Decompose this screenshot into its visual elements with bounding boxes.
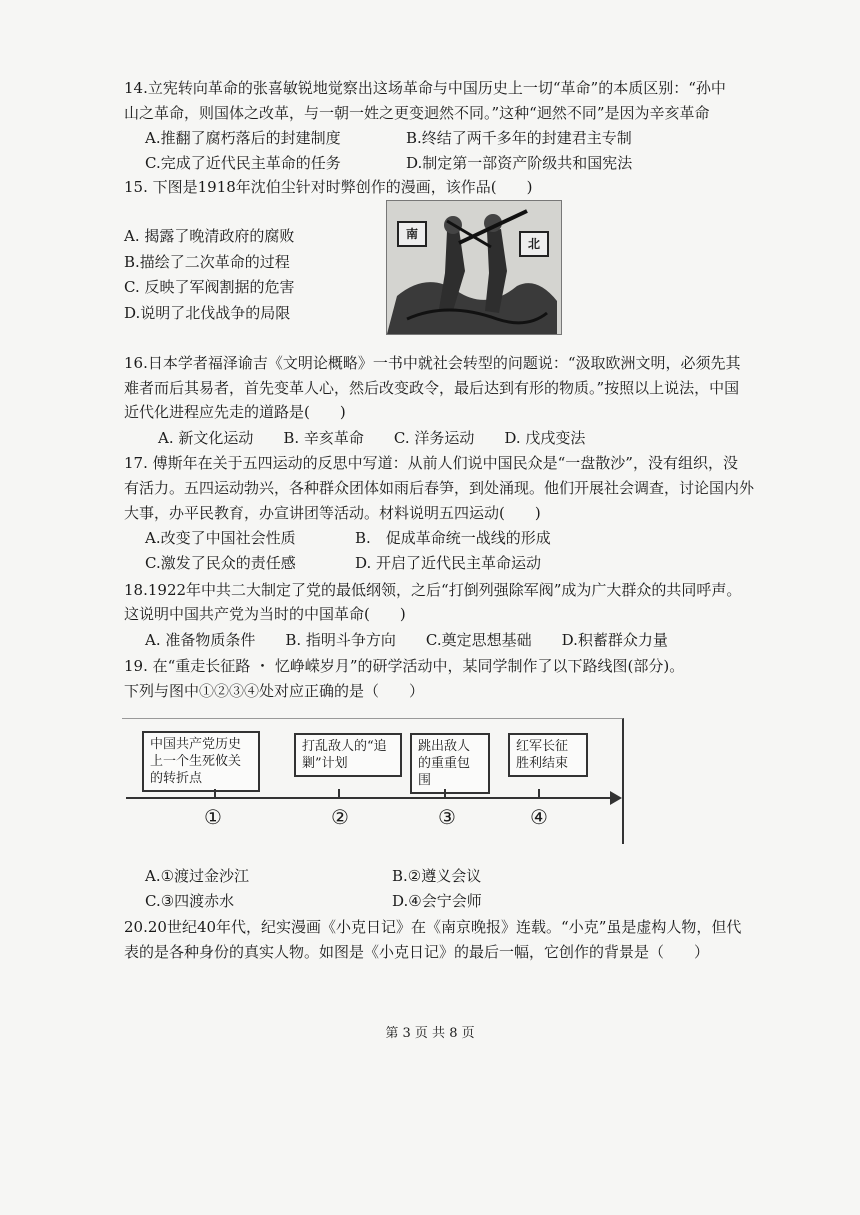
marker-4: ④ xyxy=(530,805,548,829)
q17-option-d: D. 开启了近代民主革命运动 xyxy=(355,554,542,572)
q19-line1: 19. 在“重走长征路 ・ 忆峥嵘岁月”的研学活动中，某同学制作了以下路线图(部分)。 xyxy=(124,657,685,675)
route-box-2: 打乱敌人的“追剿”计划 xyxy=(294,733,402,777)
q15-option-b: B.描绘了二次革命的过程 xyxy=(124,253,290,271)
q17-line2: 有活力。五四运动勃兴，各种群众团体如雨后春笋，到处涌现。他们开展社会调查，讨论国内外 xyxy=(124,479,755,497)
timeline-tick xyxy=(214,789,216,798)
q16-line1: 16.日本学者福泽谕吉《文明论概略》一书中就社会转型的问题说：“汲取欧洲文明，必须先其 xyxy=(124,354,741,372)
timeline-tick xyxy=(538,789,540,798)
q16-line2: 难者而后其易者，首先变革人心，然后改变政令，最后达到有形的物质。”按照以上说法，中国 xyxy=(124,379,740,397)
marker-3: ③ xyxy=(438,805,456,829)
timeline-axis xyxy=(126,797,614,799)
q14-line2: 山之革命，则国体之改革，与一朝一姓之更变迥然不同。”这种“迥然不同”是因为辛亥革命 xyxy=(124,104,710,122)
timeline-tick xyxy=(444,789,446,798)
flag-south-label: 南 xyxy=(397,221,427,247)
page-footer: 第 3 页 共 8 页 xyxy=(385,1026,475,1041)
route-box-3: 跳出敌人的重重包围 xyxy=(410,733,490,794)
q14-option-c: C.完成了近代民主革命的任务 xyxy=(145,154,341,172)
timeline-arrow-icon xyxy=(610,791,622,805)
q14-line1: 14.立宪转向革命的张喜敏锐地觉察出这场革命与中国历史上一切“革命”的本质区别：“孙中 xyxy=(124,79,726,97)
q15-option-a: A. 揭露了晚清政府的腐败 xyxy=(124,227,295,245)
flag-north-label: 北 xyxy=(519,231,549,257)
route-box-4: 红军长征胜利结束 xyxy=(508,733,588,777)
q17-line1: 17. 傅斯年在关于五四运动的反思中写道：从前人们说中国民众是“一盘散沙”，没有组织，没 xyxy=(124,454,738,472)
timeline-tick xyxy=(338,789,340,798)
q15-stem: 15. 下图是1918年沈伯尘针对时弊创作的漫画，该作品( ) xyxy=(124,178,533,196)
q15-option-c: C. 反映了军阀割据的危害 xyxy=(124,278,295,296)
q15-option-d: D.说明了北伐战争的局限 xyxy=(124,304,291,322)
marker-2: ② xyxy=(331,805,349,829)
q14-option-d: D.制定第一部资产阶级共和国宪法 xyxy=(406,154,633,172)
q18-line1: 18.1922年中共二大制定了党的最低纲领，之后“打倒列强除军阀”成为广大群众的共同呼声。 xyxy=(124,581,742,599)
q16-line3: 近代化进程应先走的道路是( ) xyxy=(124,403,346,421)
route-box-1: 中国共产党历史上一个生死攸关的转折点 xyxy=(142,731,260,792)
q14-option-a: A.推翻了腐朽落后的封建制度 xyxy=(145,129,341,147)
q19-option-d: D.④会宁会师 xyxy=(392,892,482,910)
q19-option-b: B.②遵义会议 xyxy=(392,867,482,885)
q17-option-a: A.改变了中国社会性质 xyxy=(145,529,296,547)
q18-options: A. 准备物质条件 B. 指明斗争方向 C.奠定思想基础 D.积蓄群众力量 xyxy=(145,631,668,649)
q17-line3: 大事，办平民教育，办宣讲团等活动。材料说明五四运动( ) xyxy=(124,504,541,522)
q14-option-b: B.终结了两千多年的封建君主专制 xyxy=(406,129,632,147)
q19-option-c: C.③四渡赤水 xyxy=(145,892,235,910)
q20-line1: 20.20世纪40年代，纪实漫画《小克日记》在《南京晚报》连载。“小克”虽是虚构人物，但代 xyxy=(124,918,742,936)
warlord-cartoon-image xyxy=(386,200,562,335)
q19-option-a: A.①渡过金沙江 xyxy=(145,867,250,885)
marker-1: ① xyxy=(204,805,222,829)
q16-options: A. 新文化运动 B. 辛亥革命 C. 洋务运动 D. 戊戌变法 xyxy=(158,429,586,447)
q19-line2: 下列与图中①②③④处对应正确的是（ ） xyxy=(124,682,425,700)
long-march-route-diagram xyxy=(122,718,624,844)
q17-option-b: B. 促成革命统一战线的形成 xyxy=(355,529,551,547)
q20-line2: 表的是各种身份的真实人物。如图是《小克日记》的最后一幅，它创作的背景是（ ） xyxy=(124,943,710,961)
q17-option-c: C.激发了民众的责任感 xyxy=(145,554,296,572)
q18-line2: 这说明中国共产党为当时的中国革命( ) xyxy=(124,605,406,623)
